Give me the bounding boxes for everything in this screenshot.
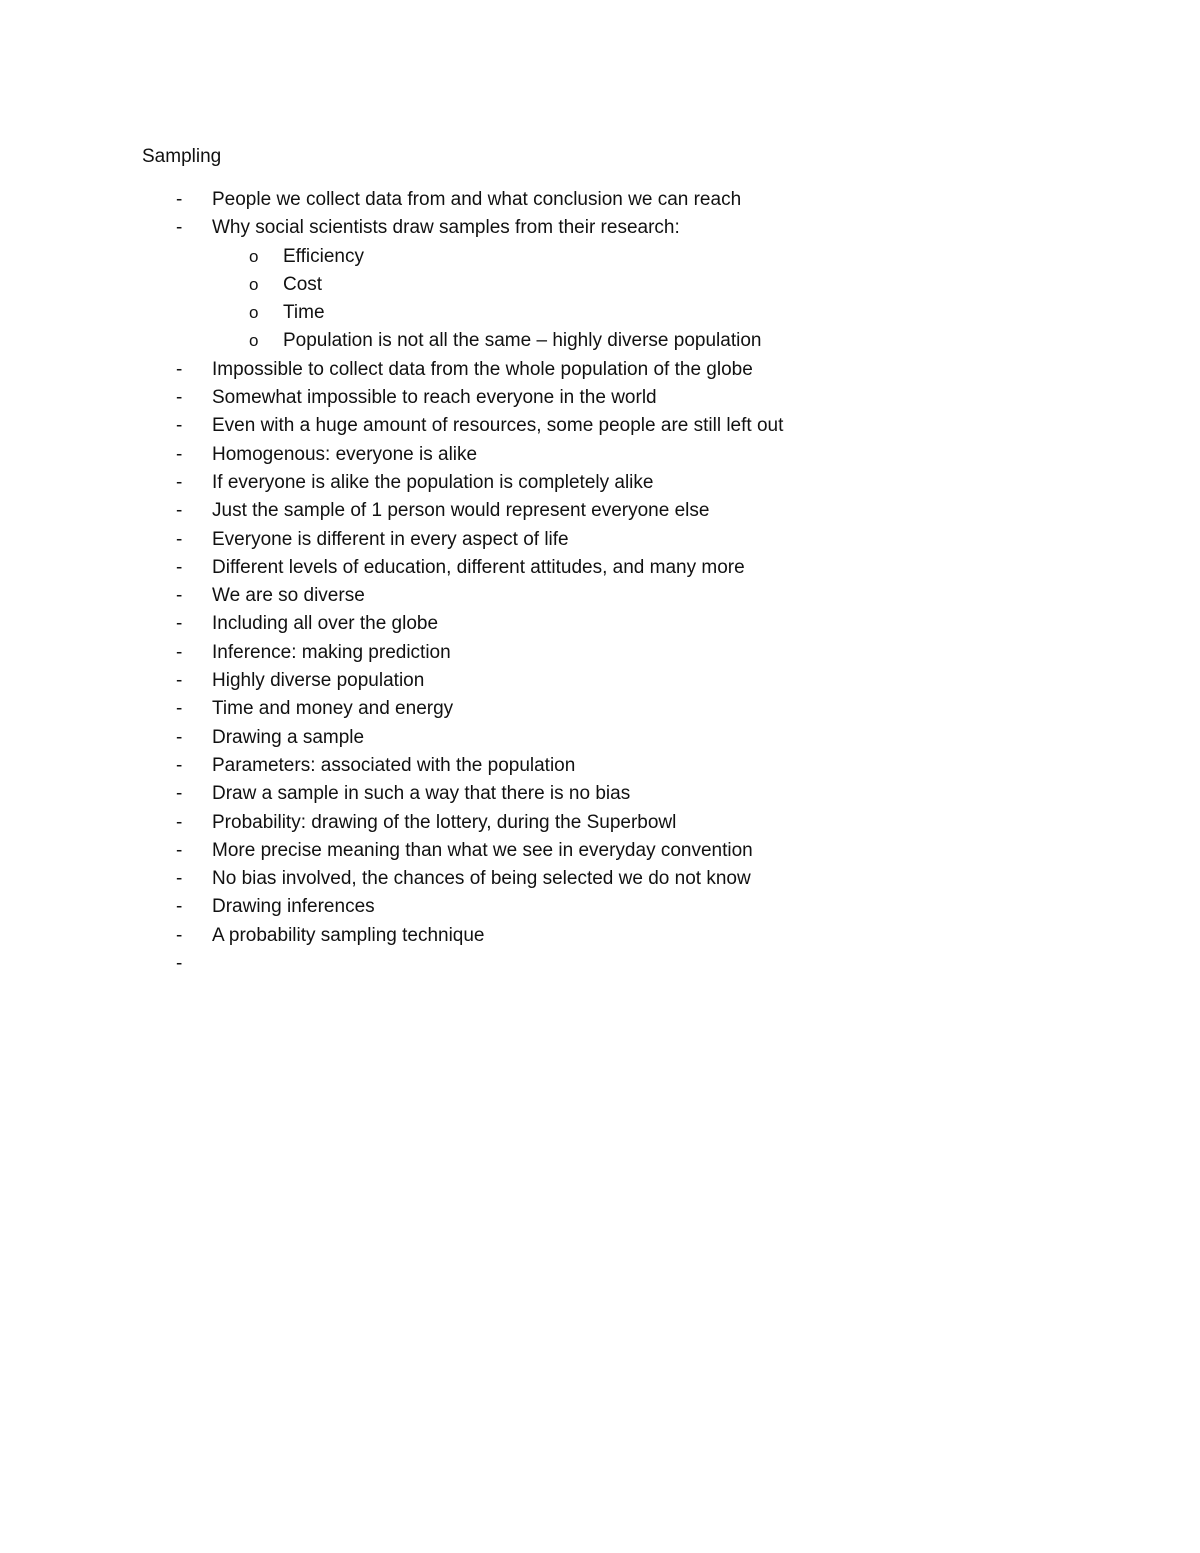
dash-bullet-marker: - — [176, 528, 183, 550]
dash-bullet-marker: - — [176, 443, 183, 465]
list-item-text: Inference: making prediction — [212, 641, 451, 663]
circle-bullet-marker: o — [249, 246, 259, 266]
list-item — [0, 186, 1200, 214]
dash-bullet-marker: - — [176, 415, 183, 437]
dash-bullet-marker: - — [176, 387, 183, 409]
list-item-text: Highly diverse population — [212, 670, 425, 692]
list-item-text: More precise meaning than what we see in everyday convention — [212, 839, 753, 861]
dash-bullet-marker: - — [176, 896, 183, 918]
list-item-text: Drawing inferences — [212, 896, 375, 918]
list-item-text: People we collect data from and what conclusion we can reach — [212, 189, 742, 210]
dash-bullet-marker: - — [176, 670, 183, 692]
list-item-text: Even with a huge amount of resources, some people are still left out — [212, 415, 784, 437]
list-item — [0, 780, 1200, 808]
circle-bullet-marker: o — [249, 274, 259, 294]
list-item-text: Homogenous: everyone is alike — [212, 443, 478, 465]
dash-bullet-marker: - — [176, 953, 183, 975]
dash-bullet-marker: - — [176, 641, 183, 663]
dash-bullet-marker: - — [176, 839, 183, 861]
list-item-text: Drawing a sample — [212, 726, 365, 748]
list-item-text: Efficiency — [283, 245, 364, 267]
list-item — [0, 412, 1200, 440]
dash-bullet-marker: - — [176, 500, 183, 522]
dash-bullet-marker: - — [176, 726, 183, 748]
list-item-text: No bias involved, the chances of being selected we do not know — [212, 868, 751, 890]
list-item-text: A probability sampling technique — [212, 924, 485, 946]
list-item-text: Everyone is different in every aspect of life — [212, 528, 569, 550]
list-item — [0, 667, 1200, 695]
list-item-text: We are so diverse — [212, 585, 365, 607]
dash-bullet-marker: - — [176, 613, 183, 635]
dash-bullet-marker: - — [176, 585, 183, 607]
list-item — [0, 695, 1200, 723]
list-item-text: Including all over the globe — [212, 613, 439, 635]
list-item-text: Somewhat impossible to reach everyone in the world — [212, 387, 657, 409]
dash-bullet-marker: - — [176, 217, 183, 239]
list-item-text: If everyone is alike the population is completely alike — [212, 471, 654, 493]
list-item-text: Time and money and energy — [212, 698, 454, 720]
dash-bullet-marker: - — [176, 868, 183, 890]
dash-bullet-marker: - — [176, 924, 183, 946]
list-item-text: Time — [283, 302, 325, 324]
dash-bullet-marker: - — [176, 754, 183, 776]
list-item-text: Why social scientists draw samples from their research: — [212, 217, 680, 239]
list-item — [0, 356, 1200, 384]
list-item — [0, 724, 1200, 752]
list-item — [0, 809, 1200, 837]
list-item — [0, 865, 1200, 893]
dash-bullet-marker: - — [176, 471, 183, 493]
dash-bullet-marker: - — [176, 358, 183, 380]
dash-bullet-marker: - — [176, 189, 183, 210]
list-item-text: Parameters: associated with the population — [212, 754, 576, 776]
list-item — [0, 837, 1200, 865]
list-item-text: Population is not all the same – highly diverse population — [283, 330, 762, 352]
list-item-text: Probability: drawing of the lottery, during the Superbowl — [212, 811, 677, 833]
list-item-text: Different levels of education, different attitudes, and many more — [212, 556, 745, 578]
sub-list-item — [0, 271, 1200, 299]
list-item — [0, 893, 1200, 921]
list-item-text: Cost — [283, 273, 323, 295]
list-item — [0, 526, 1200, 554]
list-item-text: Impossible to collect data from the whole population of the globe — [212, 358, 753, 380]
list-item — [0, 752, 1200, 780]
list-item — [0, 214, 1200, 242]
list-item — [0, 582, 1200, 610]
list-item-text: Just the sample of 1 person would represent everyone else — [212, 500, 710, 522]
dash-bullet-marker: - — [176, 811, 183, 833]
list-item — [0, 922, 1200, 950]
list-item — [0, 610, 1200, 638]
list-item — [0, 639, 1200, 667]
list-item — [0, 384, 1200, 412]
bullet-list — [0, 186, 1200, 978]
page-title: Sampling — [142, 146, 222, 167]
list-item — [0, 469, 1200, 497]
list-item — [0, 497, 1200, 525]
dash-bullet-marker: - — [176, 556, 183, 578]
sub-list-item — [0, 243, 1200, 271]
sub-list-item — [0, 327, 1200, 355]
list-item — [0, 950, 1200, 978]
circle-bullet-marker: o — [249, 303, 259, 323]
sub-list-item — [0, 299, 1200, 327]
list-item — [0, 441, 1200, 469]
dash-bullet-marker: - — [176, 783, 183, 805]
list-item-text: Draw a sample in such a way that there is no bias — [212, 783, 631, 805]
list-item — [0, 554, 1200, 582]
dash-bullet-marker: - — [176, 698, 183, 720]
circle-bullet-marker: o — [249, 331, 259, 351]
